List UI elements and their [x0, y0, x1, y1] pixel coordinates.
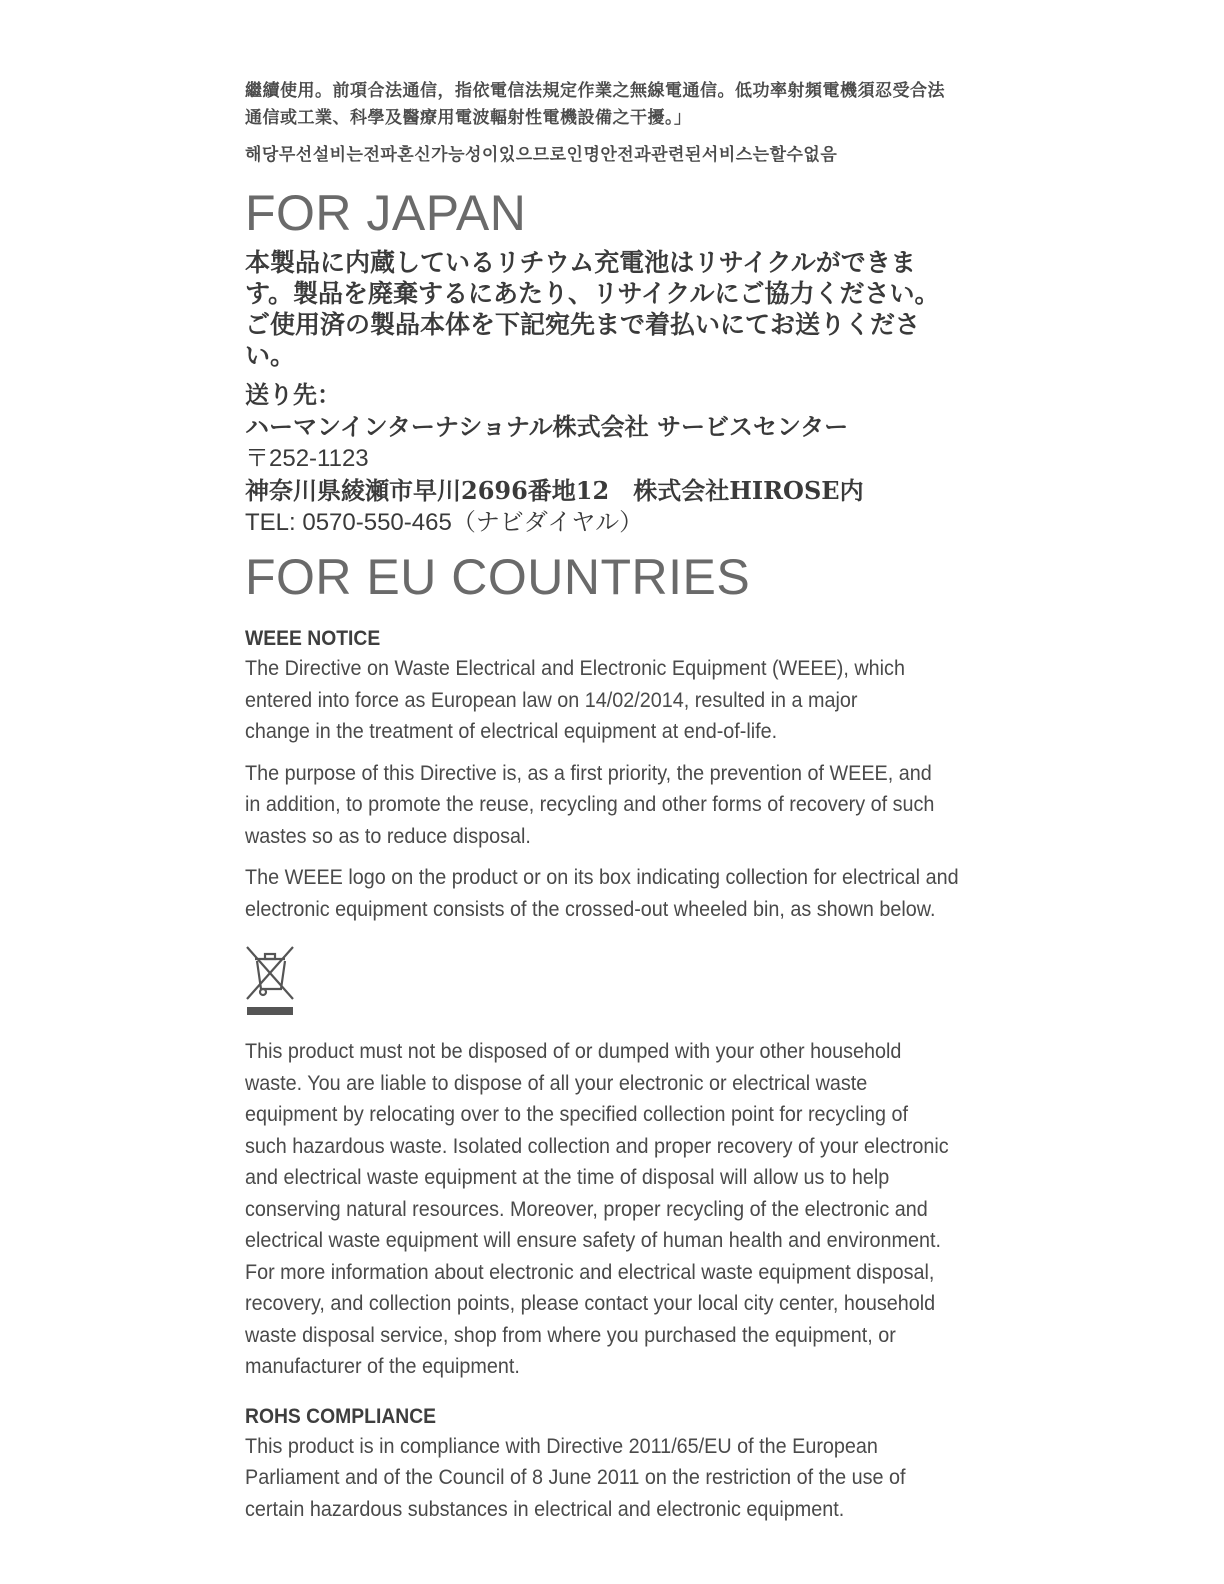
- taiwan-notice-line-1: 繼續使用。前項合法通信，指依電信法規定作業之無線電通信。低功率射頻電機須忍受合法: [245, 81, 945, 101]
- street-address: 神奈川県綾瀬市早川2696番地12 株式会社HIROSE内: [245, 476, 864, 505]
- taiwan-notice: [245, 78, 1015, 169]
- weee-paragraph-2: The purpose of this Directive is, as a first priority, the prevention of WEEE, and in addition, to promote the reuse, recycling and other forms of recovery of such wastes so as to reduce disposal.: [245, 760, 935, 848]
- telephone: TEL: 0570-550-465（ナビダイヤル）: [245, 509, 644, 536]
- weee-paragraph-3: The WEEE logo on the product or on its box indicating collection for electrical and electronic equipment consists of the crossed-out wheeled bin, as shown below.: [245, 865, 959, 921]
- crossed-out-wheeled-bin-icon: [245, 945, 297, 1017]
- japan-body-line: い。: [245, 341, 296, 370]
- rohs-paragraph: This product is in compliance with Directive 2011/65/EU of the European Parliament and of the Council of 8 June 2011 on the restriction of the use of certain hazardous substances in electrical and electronic equipment.: [245, 1433, 906, 1521]
- eu-section-title: FOR EU COUNTRIES: [245, 549, 751, 605]
- taiwan-notice-line-2: 通信或工業、科學及醫療用電波輻射性電機設備之干擾。」: [245, 108, 692, 128]
- japan-section-title: FOR JAPAN: [245, 185, 527, 241]
- weee-notice-heading: WEEE NOTICE: [245, 627, 381, 650]
- send-to-label: 送り先：: [245, 380, 341, 409]
- japan-recycling-notice: [245, 247, 1015, 371]
- japan-body-line: ご使用済の製品本体を下記宛先まで着払いにてお送りくださ: [245, 310, 921, 339]
- japan-body-line: す。製品を廃棄するにあたり、リサイクルにご協力ください。: [245, 279, 940, 308]
- postal-code: 〒252-1123: [245, 445, 369, 472]
- rohs-compliance-heading: ROHS COMPLIANCE: [245, 1404, 437, 1428]
- weee-paragraph-4: This product must not be disposed of or dumped with your other household waste. You are liable to dispose of all your electronic or electrical waste equipment by relocating over to the specified collection point for recycling of such hazardous waste. Isolated collection and proper recovery of your electronic and electrical waste equipment at the time of disposal will allow us to help conserving natural resources. Moreover, proper recycling of the electronic and electrical waste equipment will ensure safety of human health and environment. For more information about electronic and electrical waste equipment disposal, recovery, and collection points, please contact your local city center, household waste disposal service, shop from where you purchased the equipment, or manufacturer of the equipment.: [245, 1039, 949, 1378]
- manual-page: [245, 78, 1015, 1535]
- japan-body-line: 本製品に内蔵しているリチウム充電池はリサイクルができま: [245, 248, 916, 277]
- korea-notice: 해당무선설비는전파혼신가능성이있으므로인명안전과관련된서비스는할수없음: [245, 145, 838, 165]
- weee-paragraph-1: The Directive on Waste Electrical and Electronic Equipment (WEEE), which entered into force as European law on 14/02/2014, resulted in a major change in the treatment of electrical equipment at end-of-life.: [245, 656, 905, 743]
- service-center-name: ハーマンインターナショナル株式会社 サービスセンター: [245, 412, 849, 441]
- japan-address-block: [245, 379, 1015, 539]
